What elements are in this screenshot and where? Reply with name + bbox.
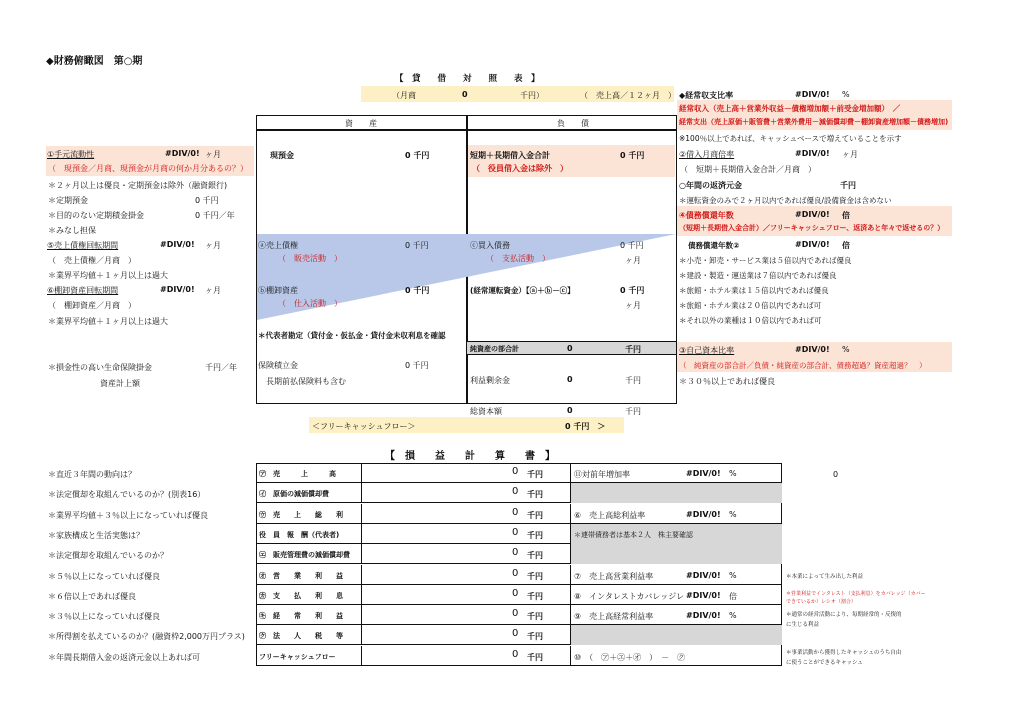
assets-header: 資 産 [345, 119, 377, 128]
receivable-turnover-unit: ヶ月 [205, 241, 221, 250]
retained-earnings-label: 利益剰余金 [470, 376, 510, 385]
cash-ratio-unit: % [842, 90, 850, 99]
insurance-note: 長期前払保険料も含む [266, 377, 346, 386]
reserve-value: 0 千円／年 [195, 211, 235, 220]
total-capital-value: 0 [567, 406, 573, 415]
pl-row-unit: 千円 [527, 510, 543, 520]
pl-side-note-2a: ＊営業利益でインタレスト（支払利息）をカバレッジ（カバー [786, 591, 926, 597]
pl-row-unit: 千円 [527, 571, 543, 581]
equity-ratio-value: #DIV/0! [795, 345, 830, 354]
net-assets-value: 0 [567, 344, 573, 353]
debt-years-note-1: ＊小売・卸売・サービス業は５倍以内であれば優良 [679, 256, 852, 265]
pl-row-value-cell [362, 565, 571, 585]
pl-row-value-cell [362, 544, 571, 564]
insurance-question-unit: 千円／年 [205, 363, 237, 372]
liquidity-label: ①手元流動性 [47, 150, 95, 159]
pl-row-ratio-cell [571, 565, 782, 585]
pl-row-ratio-value: #DIV/0! [686, 570, 721, 580]
pl-row-value: 0 [512, 567, 519, 579]
pl-row-value: 0 [512, 547, 519, 559]
pl-row-value-cell [362, 463, 571, 483]
pl-side-note-2b: できているか）レシオ（割合） [786, 599, 856, 605]
inventory-turnover-note: ＊業界平均値＋１ヶ月以上は過大 [48, 317, 168, 326]
pl-row-value-cell [362, 524, 571, 544]
asset-booked-label: 資産計上額 [100, 379, 140, 388]
retained-earnings-unit: 千円 [625, 376, 641, 385]
pl-row-label: ㋑ 原価の減価償却費 [259, 490, 329, 499]
inventory-turnover-value: #DIV/0! [160, 285, 195, 294]
pl-row-ratio-cell [571, 463, 782, 483]
pl-row-label-cell [256, 565, 362, 585]
pl-question: ＊業界平均値＋３％以上になっていれば優良 [48, 510, 208, 520]
pl-row-value: 0 [512, 506, 519, 518]
inventory-value: 0 千円 [405, 286, 430, 295]
monthly-sales-label: （月商 [392, 91, 416, 100]
working-capital-unit: ヶ月 [625, 301, 641, 310]
pl-side-note-4b: に使うことができるキャッシュ [786, 660, 863, 666]
pl-row-value: 0 [512, 648, 519, 660]
receivable-turnover-note: ＊業界平均値＋１ヶ月以上は過大 [48, 271, 168, 280]
deemed-collateral-label: ＊みなし担保 [48, 226, 96, 235]
pl-row-ratio-cell [571, 646, 782, 666]
debt-years2-value: #DIV/0! [795, 240, 830, 249]
pl-row-ratio-value: #DIV/0! [686, 611, 721, 621]
pl-row-label: ㋖ 経 常 利 益 [259, 612, 343, 621]
pl-side-note-1: ＊本業によって生み出した利益 [786, 574, 864, 580]
loans-note: （ 役員借入金は除外 ） [472, 164, 568, 173]
fixed-deposit-label: ＊定期預金 [48, 196, 88, 205]
pl-row-value-cell [362, 646, 571, 666]
debt-multiple-unit: ヶ月 [842, 150, 858, 159]
equity-ratio-label: ③自己資本比率 [679, 346, 735, 355]
pl-row-label-cell [256, 463, 362, 483]
pl-row-value: 0 [512, 628, 519, 640]
pl-side-note-3a: ＊通常の経営活動により、毎期経常的・反復的 [786, 612, 902, 618]
annual-repayment-unit: 千円 [840, 181, 856, 190]
pl-row-value-cell [362, 585, 571, 605]
pl-row-ratio-unit: % [729, 509, 737, 519]
total-capital-unit: 千円 [625, 407, 641, 416]
pl-row-ratio-cell [571, 524, 782, 544]
debt-years-note-5: ＊それ以外の業種は１０倍以内であれば可 [679, 316, 822, 325]
pl-row-label: ㋓ 販売管理費の減価償却費 [259, 551, 350, 560]
pl-row-label: ㋒ 売 上 総 利 [259, 510, 343, 519]
pl-row-value: 0 [512, 466, 519, 477]
total-capital-label: 総資本額 [470, 407, 502, 416]
payable-label: ⓒ買入債務 [470, 241, 510, 250]
insurance-question: ＊損金性の高い生命保険掛金 [48, 363, 152, 372]
pl-side-note-3b: に生じる利益 [786, 622, 820, 628]
insurance-value: 0 千円 [405, 361, 429, 370]
pl-row [256, 544, 782, 564]
pl-row-unit: 千円 [527, 490, 543, 500]
pl-row-label-cell [256, 483, 362, 503]
fixed-deposit-value: 0 千円 [195, 196, 219, 205]
pl-row-ratio-cell [571, 483, 782, 503]
pl-row-ratio-value: #DIV/0! [686, 509, 721, 519]
debt-multiple-formula: （ 短期＋長期借入金合計／月商 ） [680, 165, 816, 174]
payable-unit: ヶ月 [625, 256, 641, 265]
pl-side-note-4a: ＊事業活動から獲得したキャッシュのうち自由 [786, 650, 902, 656]
cash-value: 0 千円 [405, 151, 430, 160]
receivable-turnover-formula: （ 売上債権／月商 ） [48, 256, 136, 265]
retained-earnings-value: 0 [567, 375, 573, 384]
pl-row-value-cell [362, 605, 571, 625]
debt-years-note-3: ＊旅館・ホテル業は１５倍以内であれば優良 [679, 286, 829, 295]
pl-row-label-cell [256, 625, 362, 645]
inventory-turnover-unit: ヶ月 [205, 286, 221, 295]
loans-value: 0 千円 [620, 151, 645, 160]
pl-row-unit: 千円 [527, 632, 543, 642]
pl-question: ＊家族構成と生活実態は？ [48, 530, 144, 540]
debt-years2-label: 債務償還年数② [688, 241, 740, 250]
liquidity-value: #DIV/0! [165, 149, 200, 158]
insurance-label: 保険積立金 [258, 361, 298, 370]
pl-row [256, 585, 782, 605]
pl-side-zero: 0 [833, 470, 839, 479]
pl-question: ＊年間長期借入金の返済元金以上あれば可 [48, 652, 200, 662]
monthly-sales-note: （ 売上高／１２ヶ月 ） [580, 91, 676, 100]
debt-multiple-value: #DIV/0! [795, 149, 830, 158]
pl-question: ＊所得割を払えているのか？(融資枠2,000万円プラス) [48, 632, 245, 642]
pl-row-ratio-cell [571, 504, 782, 524]
income-statement-title: 【 損 益 計 算 書 】 [385, 451, 555, 462]
cash-ratio-note: ※100％以上であれば、キャッシュベースで増えていることを示す [679, 134, 902, 143]
pl-question: ＊６倍以上であれば優良 [48, 591, 136, 601]
fcf-label: ＜フリーキャッシュフロー＞ [312, 422, 416, 431]
pl-row-ratio-unit: % [729, 469, 737, 478]
pl-row [256, 625, 782, 645]
liabilities-header: 負 債 [557, 119, 589, 128]
balance-sheet-title: 【 貸 借 対 照 表 】 [395, 74, 540, 84]
pl-row-ratio-cell [571, 544, 782, 564]
reserve-label: ＊目的のない定期積金掛金 [48, 211, 144, 220]
debt-multiple-label: ②借入月商倍率 [679, 150, 735, 159]
pl-row-label-cell [256, 646, 362, 666]
pl-row-ratio-label: ＊連帯債務者は基本２人 株主要確認 [574, 530, 693, 539]
debt-years-formula: （短期＋長期借入金合計）／フリーキャッシュフロー、返済あと年々で返せるの？） [679, 224, 945, 232]
pl-row-label: 役 員 報 酬（代表者) [259, 530, 340, 539]
pl-question: ＊３％以上になっていれば優良 [48, 612, 160, 622]
pl-row-value: 0 [512, 526, 519, 538]
receivable-note: （ 販売活動 ） [278, 254, 342, 263]
pl-row-value-cell [362, 625, 571, 645]
pl-question: ＊直近３年間の動向は？ [48, 470, 136, 479]
monthly-sales-unit: 千円） [520, 91, 544, 100]
pl-row [256, 646, 782, 666]
pl-row-unit: 千円 [527, 591, 543, 601]
pl-row-label: ㋐ 売 上 高 [259, 470, 336, 478]
pl-row [256, 504, 782, 524]
pl-row [256, 463, 782, 483]
pl-row [256, 524, 782, 544]
pl-row-label: ㋕ 支 払 利 息 [259, 591, 343, 600]
pl-row-unit: 千円 [527, 612, 543, 622]
pl-row-ratio-label: ⑦ 売上高営業利益率 [574, 571, 654, 581]
pl-row-ratio-cell [571, 585, 782, 605]
pl-row-ratio-label: ⑧ インタレストカバレッジレ [574, 591, 685, 601]
inventory-label: ⓑ棚卸資産 [258, 286, 298, 295]
pl-row-ratio-label: ⑩ （ ㋐＋㋓＋㋔ ） － ㋗ [574, 652, 686, 662]
pl-row-ratio-unit: 倍 [729, 591, 737, 601]
pl-row-label: ㋔ 営 業 利 益 [259, 571, 343, 580]
liquidity-note: （ 現預金／月商、現預金が月商の何か月分あるの？） [48, 164, 248, 173]
debt-years-unit: 倍 [842, 211, 850, 220]
loans-label: 短期＋長期借入金合計 [470, 151, 550, 160]
pl-row-ratio-label: ⑪対前年増加率 [574, 470, 630, 479]
pl-question: ＊５％以上になっていれば優良 [48, 571, 160, 581]
monthly-sales-value: 0 [462, 90, 468, 99]
pl-row-ratio-label: ⑨ 売上高経常利益率 [574, 612, 654, 622]
liquidity-guideline: ＊２ヶ月以上は優良・定期預金は除外（融資銀行) [48, 181, 228, 190]
pl-row-ratio-unit: % [729, 611, 737, 621]
expense-definition: 経常支出（売上原価＋販管費＋営業外費用－減価償却費－棚卸資産増加額－債務増加) [679, 118, 949, 126]
pl-row-label: ㋗ 法 人 税 等 [259, 632, 343, 641]
pl-row [256, 565, 782, 585]
debt-years-label: ④債務償還年数 [679, 211, 734, 220]
pl-row-value: 0 [512, 486, 519, 498]
pl-question: ＊法定償却を取組んでいるのか？ [48, 551, 168, 561]
pl-row [256, 605, 782, 625]
pl-row [256, 483, 782, 503]
pl-row-ratio-label: ⑥ 売上高総利益率 [574, 510, 646, 520]
debt-years-value: #DIV/0! [795, 210, 830, 219]
pl-row-unit: 千円 [527, 652, 543, 662]
pl-row-label-cell [256, 524, 362, 544]
pl-row-ratio-cell [571, 605, 782, 625]
pl-row-value: 0 [512, 587, 519, 599]
pl-row-unit: 千円 [527, 551, 543, 561]
receivable-turnover-label: ⑤売上債権回転期間 [47, 241, 119, 250]
debt-years-note-4: ＊旅館・ホテル業は２０倍以内であれば可 [679, 301, 822, 310]
equity-ratio-note: ＊３０％以上であれば優良 [679, 377, 775, 386]
fcf-value: 0 千円 ＞ [565, 422, 606, 431]
inventory-turnover-formula: （ 棚卸資産／月商 ） [48, 301, 136, 310]
annual-repayment-label: ○年間の返済元金 [679, 181, 742, 190]
pl-row-value-cell [362, 504, 571, 524]
cash-ratio-label: ◆経常収支比率 [679, 91, 734, 100]
pl-row-ratio-cell [571, 625, 782, 645]
working-capital-value: 0 千円 [620, 286, 645, 295]
receivable-turnover-value: #DIV/0! [160, 240, 195, 249]
pl-row-label-cell [256, 605, 362, 625]
debt-years2-unit: 倍 [842, 241, 850, 250]
pl-row-label-cell [256, 585, 362, 605]
payable-value: 0 千円 [620, 241, 644, 250]
liquidity-unit: ヶ月 [205, 150, 221, 159]
pl-row-value-cell [362, 483, 571, 503]
cash-label: 現預金 [270, 151, 294, 160]
pl-row-unit: 千円 [527, 530, 543, 540]
page-title: ◆財務俯瞰図 第○期 [46, 56, 143, 67]
pl-row-label-cell [256, 544, 362, 564]
pl-row-label: フリーキャッシュフロー [259, 652, 336, 661]
equity-ratio-formula: （ 純資産の部合計／負債・純資産の部合計、債務超過？資産超過？ ） [679, 361, 927, 370]
payable-note: （ 支払活動 ） [486, 254, 550, 263]
receivable-label: ⓐ売上債権 [258, 241, 298, 250]
pl-row-unit: 千円 [527, 470, 543, 479]
equity-ratio-unit: % [842, 345, 850, 354]
pl-row-ratio-unit: % [729, 570, 737, 580]
officer-account-check: ＊代表者勘定（貸付金・仮払金・貸付金未収利息を確認 [258, 331, 446, 340]
income-definition: 経常収入（売上高＋営業外収益－債権増加額＋前受金増加額） ／ [679, 104, 901, 113]
working-capital-label: (経常運転資金）【ⓐ＋ⓑ－ⓒ】 [470, 286, 575, 295]
pl-row-ratio-value: #DIV/0! [686, 469, 721, 478]
pl-row-ratio-value: #DIV/0! [686, 590, 721, 600]
pl-row-value: 0 [512, 608, 519, 620]
receivable-value: 0 千円 [405, 241, 429, 250]
pl-question: ＊法定償却を取組んでいるのか？(別表16） [48, 490, 206, 500]
inventory-note: （ 仕入活動 ） [278, 299, 342, 308]
cash-ratio-value: #DIV/0! [795, 90, 830, 99]
bs-header-line [256, 129, 677, 131]
annual-repayment-note: ＊運転資金のみで２ヶ月以内であれば優良/設備資金は含めない [679, 196, 892, 205]
inventory-turnover-label: ⑥棚卸資産回転期間 [47, 286, 119, 295]
net-assets-label: 純資産の部合計 [470, 345, 519, 353]
debt-years-note-2: ＊建設・製造・運送業は７倍以内であれば優良 [679, 271, 837, 280]
pl-row-label-cell [256, 504, 362, 524]
net-assets-unit: 千円 [625, 345, 641, 354]
